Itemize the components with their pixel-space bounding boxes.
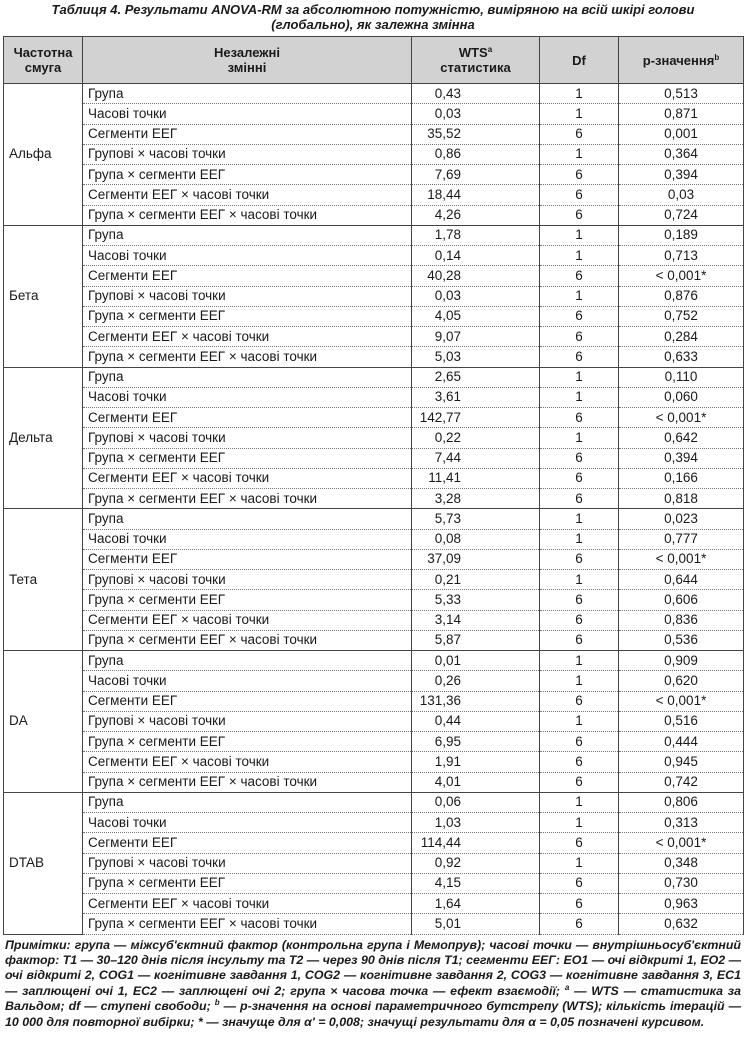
variable-cell: Сегменти ЕЕГ xyxy=(83,124,412,144)
band-label: Бета xyxy=(4,225,83,367)
wts-cell: 7,44 xyxy=(412,448,540,468)
p-value-cell: < 0,001* xyxy=(619,691,744,711)
p-value-cell: 0,713 xyxy=(619,246,744,266)
header-band: Частотна смуга xyxy=(4,37,83,84)
variable-cell: Часові точки xyxy=(83,246,412,266)
variable-cell: Сегменти ЕЕГ xyxy=(83,266,412,286)
p-value-cell: 0,871 xyxy=(619,104,744,124)
df-cell: 6 xyxy=(540,691,619,711)
wts-cell: 40,28 xyxy=(412,266,540,286)
table-caption: Таблиця 4. Результати ANOVA-RM за абсолютною потужністю, виміряною на всій шкірі голови (глобально), як залежна змінна xyxy=(51,2,695,32)
p-value-cell: 0,730 xyxy=(619,873,744,893)
table-row xyxy=(4,144,744,164)
df-cell: 1 xyxy=(540,286,619,306)
wts-cell: 1,78 xyxy=(412,225,540,245)
p-value-cell: 0,110 xyxy=(619,367,744,387)
wts-cell: 1,64 xyxy=(412,894,540,914)
band-label: DTAB xyxy=(4,792,83,934)
wts-cell: 131,36 xyxy=(412,691,540,711)
p-value-cell: 0,606 xyxy=(619,590,744,610)
p-value-cell: 0,394 xyxy=(619,448,744,468)
anova-table xyxy=(3,36,744,935)
table-row xyxy=(4,428,744,448)
variable-cell: Сегменти ЕЕГ × часові точки xyxy=(83,468,412,488)
wts-cell: 142,77 xyxy=(412,408,540,428)
variable-cell: Групові × часові точки xyxy=(83,570,412,590)
variable-cell: Сегменти ЕЕГ × часові точки xyxy=(83,894,412,914)
wts-cell: 0,06 xyxy=(412,792,540,812)
wts-cell: 0,22 xyxy=(412,428,540,448)
p-value-cell: 0,818 xyxy=(619,489,744,509)
band-label: Альфа xyxy=(4,84,83,226)
df-cell: 6 xyxy=(540,124,619,144)
header-variables: Незалежні змінні xyxy=(83,37,412,84)
variable-cell: Часові точки xyxy=(83,671,412,691)
header-row xyxy=(4,37,744,84)
p-value-cell: < 0,001* xyxy=(619,549,744,569)
wts-cell: 4,26 xyxy=(412,205,540,225)
df-cell: 1 xyxy=(540,651,619,671)
table-row xyxy=(4,671,744,691)
wts-cell: 9,07 xyxy=(412,327,540,347)
table-row xyxy=(4,509,744,529)
table-row xyxy=(4,630,744,650)
df-cell: 1 xyxy=(540,671,619,691)
df-cell: 6 xyxy=(540,894,619,914)
df-cell: 6 xyxy=(540,590,619,610)
df-cell: 6 xyxy=(540,468,619,488)
df-cell: 6 xyxy=(540,732,619,752)
df-cell: 6 xyxy=(540,630,619,650)
wts-cell: 0,92 xyxy=(412,853,540,873)
variable-cell: Група × сегменти ЕЕГ xyxy=(83,732,412,752)
wts-cell: 11,41 xyxy=(412,468,540,488)
df-cell: 6 xyxy=(540,165,619,185)
p-value-cell: 0,536 xyxy=(619,630,744,650)
variable-cell: Група xyxy=(83,84,412,104)
df-cell: 6 xyxy=(540,205,619,225)
variable-cell: Група × сегменти ЕЕГ × часові точки xyxy=(83,489,412,509)
table-body xyxy=(4,84,744,935)
df-cell: 1 xyxy=(540,509,619,529)
df-cell: 1 xyxy=(540,428,619,448)
p-value-cell: 0,909 xyxy=(619,651,744,671)
variable-cell: Часові точки xyxy=(83,529,412,549)
table-row xyxy=(4,914,744,934)
df-cell: 1 xyxy=(540,246,619,266)
variable-cell: Групові × часові точки xyxy=(83,711,412,731)
variable-cell: Групові × часові точки xyxy=(83,428,412,448)
table-row xyxy=(4,347,744,367)
p-value-cell: 0,001 xyxy=(619,124,744,144)
p-value-cell: 0,876 xyxy=(619,286,744,306)
header-p-value: p-значення$^b$ xyxy=(619,37,744,84)
footnote-b-marker: b xyxy=(214,998,220,1008)
df-cell: 6 xyxy=(540,347,619,367)
df-cell: 6 xyxy=(540,833,619,853)
variable-cell: Сегменти ЕЕГ × часові точки xyxy=(83,752,412,772)
wts-cell: 4,05 xyxy=(412,306,540,326)
variable-cell: Сегменти ЕЕГ xyxy=(83,691,412,711)
wts-cell: 4,01 xyxy=(412,772,540,792)
df-cell: 6 xyxy=(540,873,619,893)
notes-text-2: — WTS — статистика за Вальдом; df — ступені свободи; xyxy=(5,983,741,1014)
table-row xyxy=(4,286,744,306)
p-value-cell: 0,632 xyxy=(619,914,744,934)
p-value-cell: 0,516 xyxy=(619,711,744,731)
variable-cell: Сегменти ЕЕГ xyxy=(83,408,412,428)
table-row xyxy=(4,225,744,245)
table-row xyxy=(4,691,744,711)
table-row xyxy=(4,468,744,488)
table-row xyxy=(4,124,744,144)
p-value-cell: 0,945 xyxy=(619,752,744,772)
wts-cell: 0,21 xyxy=(412,570,540,590)
variable-cell: Сегменти ЕЕГ xyxy=(83,549,412,569)
footnote-a-marker: a xyxy=(564,982,570,992)
table-row xyxy=(4,813,744,833)
variable-cell: Група × сегменти ЕЕГ × часові точки xyxy=(83,914,412,934)
variable-cell: Група xyxy=(83,792,412,812)
table-row xyxy=(4,165,744,185)
p-value-cell: 0,836 xyxy=(619,610,744,630)
variable-cell: Групові × часові точки xyxy=(83,853,412,873)
variable-cell: Групові × часові точки xyxy=(83,286,412,306)
df-cell: 1 xyxy=(540,225,619,245)
wts-cell: 35,52 xyxy=(412,124,540,144)
p-value-cell: 0,806 xyxy=(619,792,744,812)
p-value-cell: 0,394 xyxy=(619,165,744,185)
table-row xyxy=(4,529,744,549)
table-row xyxy=(4,853,744,873)
p-value-cell: 0,444 xyxy=(619,732,744,752)
table-row xyxy=(4,266,744,286)
table-row xyxy=(4,752,744,772)
p-value-cell: 0,644 xyxy=(619,570,744,590)
df-cell: 6 xyxy=(540,549,619,569)
df-cell: 6 xyxy=(540,306,619,326)
wts-cell: 1,91 xyxy=(412,752,540,772)
p-value-cell: 0,03 xyxy=(619,185,744,205)
df-cell: 6 xyxy=(540,610,619,630)
p-value-cell: 0,742 xyxy=(619,772,744,792)
p-value-cell: 0,284 xyxy=(619,327,744,347)
df-cell: 1 xyxy=(540,792,619,812)
variable-cell: Група xyxy=(83,651,412,671)
df-cell: 1 xyxy=(540,570,619,590)
p-value-cell: 0,189 xyxy=(619,225,744,245)
df-cell: 1 xyxy=(540,84,619,104)
wts-cell: 3,28 xyxy=(412,489,540,509)
variable-cell: Група xyxy=(83,225,412,245)
table-row xyxy=(4,306,744,326)
band-label: DA xyxy=(4,651,83,793)
df-cell: 6 xyxy=(540,185,619,205)
p-value-cell: 0,777 xyxy=(619,529,744,549)
variable-cell: Група × сегменти ЕЕГ xyxy=(83,306,412,326)
variable-cell: Групові × часові точки xyxy=(83,144,412,164)
wts-cell: 0,01 xyxy=(412,651,540,671)
table-row xyxy=(4,205,744,225)
p-value-cell: 0,633 xyxy=(619,347,744,367)
variable-cell: Група × сегменти ЕЕГ xyxy=(83,590,412,610)
wts-cell: 5,33 xyxy=(412,590,540,610)
variable-cell: Група × сегменти ЕЕГ xyxy=(83,873,412,893)
table-row xyxy=(4,549,744,569)
wts-cell: 6,95 xyxy=(412,732,540,752)
table-row xyxy=(4,104,744,124)
variable-cell: Часові точки xyxy=(83,104,412,124)
variable-cell: Група xyxy=(83,509,412,529)
wts-cell: 0,03 xyxy=(412,104,540,124)
header-df: Df xyxy=(540,37,619,84)
table-row xyxy=(4,408,744,428)
df-cell: 6 xyxy=(540,327,619,347)
df-cell: 1 xyxy=(540,144,619,164)
variable-cell: Сегменти ЕЕГ × часові точки xyxy=(83,610,412,630)
p-value-cell: 0,724 xyxy=(619,205,744,225)
wts-cell: 0,44 xyxy=(412,711,540,731)
df-cell: 6 xyxy=(540,489,619,509)
wts-cell: 5,03 xyxy=(412,347,540,367)
wts-cell: 3,61 xyxy=(412,387,540,407)
wts-cell: 114,44 xyxy=(412,833,540,853)
wts-cell: 5,01 xyxy=(412,914,540,934)
variable-cell: Сегменти ЕЕГ × часові точки xyxy=(83,185,412,205)
df-cell: 1 xyxy=(540,853,619,873)
wts-cell: 37,09 xyxy=(412,549,540,569)
df-cell: 1 xyxy=(540,104,619,124)
variable-cell: Група × сегменти ЕЕГ × часові точки xyxy=(83,347,412,367)
table-row xyxy=(4,327,744,347)
p-value-cell: 0,313 xyxy=(619,813,744,833)
p-value-cell: 0,166 xyxy=(619,468,744,488)
wts-cell: 7,69 xyxy=(412,165,540,185)
table-row xyxy=(4,84,744,104)
variable-cell: Група × сегменти ЕЕГ × часові точки xyxy=(83,772,412,792)
wts-cell: 0,14 xyxy=(412,246,540,266)
variable-cell: Група × сегменти ЕЕГ × часові точки xyxy=(83,630,412,650)
table-row xyxy=(4,792,744,812)
header-wts: WTS$^a$ статистика xyxy=(412,37,540,84)
wts-cell: 0,03 xyxy=(412,286,540,306)
p-value-cell: 0,963 xyxy=(619,894,744,914)
wts-cell: 0,43 xyxy=(412,84,540,104)
table-row xyxy=(4,651,744,671)
table-row xyxy=(4,873,744,893)
p-value-cell: 0,620 xyxy=(619,671,744,691)
table-row xyxy=(4,246,744,266)
table-notes xyxy=(3,935,743,1030)
notes-text-3: — p-значення на основі параметричного бутстрепу (WTS); кількість ітерацій — 10 000 для повторної вибірки; * — значуще для α' = 0,008; значущі результати для α = 0,05 позначені курсивом. xyxy=(5,999,741,1029)
df-cell: 6 xyxy=(540,408,619,428)
band-label: Дельта xyxy=(4,367,83,509)
p-value-cell: 0,060 xyxy=(619,387,744,407)
df-cell: 6 xyxy=(540,448,619,468)
table-row xyxy=(4,367,744,387)
wts-cell: 1,03 xyxy=(412,813,540,833)
notes-text-1: Примітки: група — міжсуб'єктний фактор (контрольна група і Мемопрув); часові точки — внутрішньосуб'єктний фактор: Т1 — 30–120 днів після інсульту та Т2 — через 90 днів після Т1; сегменти ЕЕГ: EO1 — очі відкриті 1, EO2 — очі відкриті 2, COG1 — когнітивне завдання 1, COG2 — когнітивне завдання 2, COG3 — когнітивне завдання 3, EC1 — заплющені очі 1, EC2 — заплющені очі 2; група × часова точка — ефект взаємодії; xyxy=(5,937,741,998)
table-row xyxy=(4,711,744,731)
p-value-cell: 0,513 xyxy=(619,84,744,104)
p-value-cell: 0,642 xyxy=(619,428,744,448)
wts-cell: 18,44 xyxy=(412,185,540,205)
wts-cell: 0,86 xyxy=(412,144,540,164)
wts-cell: 5,87 xyxy=(412,630,540,650)
table-row xyxy=(4,489,744,509)
table-row xyxy=(4,590,744,610)
p-value-cell: 0,023 xyxy=(619,509,744,529)
df-cell: 1 xyxy=(540,367,619,387)
p-value-cell: < 0,001* xyxy=(619,408,744,428)
p-value-cell: < 0,001* xyxy=(619,833,744,853)
df-cell: 6 xyxy=(540,772,619,792)
df-cell: 1 xyxy=(540,711,619,731)
table-row xyxy=(4,833,744,853)
wts-cell: 4,15 xyxy=(412,873,540,893)
p-value-cell: 0,348 xyxy=(619,853,744,873)
df-cell: 1 xyxy=(540,529,619,549)
df-cell: 1 xyxy=(540,387,619,407)
table-row xyxy=(4,387,744,407)
variable-cell: Група xyxy=(83,367,412,387)
variable-cell: Часові точки xyxy=(83,813,412,833)
variable-cell: Група × сегменти ЕЕГ xyxy=(83,448,412,468)
band-label: Тета xyxy=(4,509,83,651)
variable-cell: Часові точки xyxy=(83,387,412,407)
table-row xyxy=(4,448,744,468)
df-cell: 6 xyxy=(540,752,619,772)
variable-cell: Сегменти ЕЕГ xyxy=(83,833,412,853)
table-row xyxy=(4,570,744,590)
wts-cell: 5,73 xyxy=(412,509,540,529)
df-cell: 6 xyxy=(540,914,619,934)
p-value-cell: < 0,001* xyxy=(619,266,744,286)
table-row xyxy=(4,732,744,752)
wts-cell: 0,26 xyxy=(412,671,540,691)
table-row xyxy=(4,610,744,630)
wts-cell: 0,08 xyxy=(412,529,540,549)
variable-cell: Сегменти ЕЕГ × часові точки xyxy=(83,327,412,347)
wts-cell: 3,14 xyxy=(412,610,540,630)
p-value-cell: 0,364 xyxy=(619,144,744,164)
table-row xyxy=(4,772,744,792)
variable-cell: Група × сегменти ЕЕГ xyxy=(83,165,412,185)
table-row xyxy=(4,185,744,205)
df-cell: 6 xyxy=(540,266,619,286)
p-value-cell: 0,752 xyxy=(619,306,744,326)
table-row xyxy=(4,894,744,914)
df-cell: 1 xyxy=(540,813,619,833)
variable-cell: Група × сегменти ЕЕГ × часові точки xyxy=(83,205,412,225)
wts-cell: 2,65 xyxy=(412,367,540,387)
